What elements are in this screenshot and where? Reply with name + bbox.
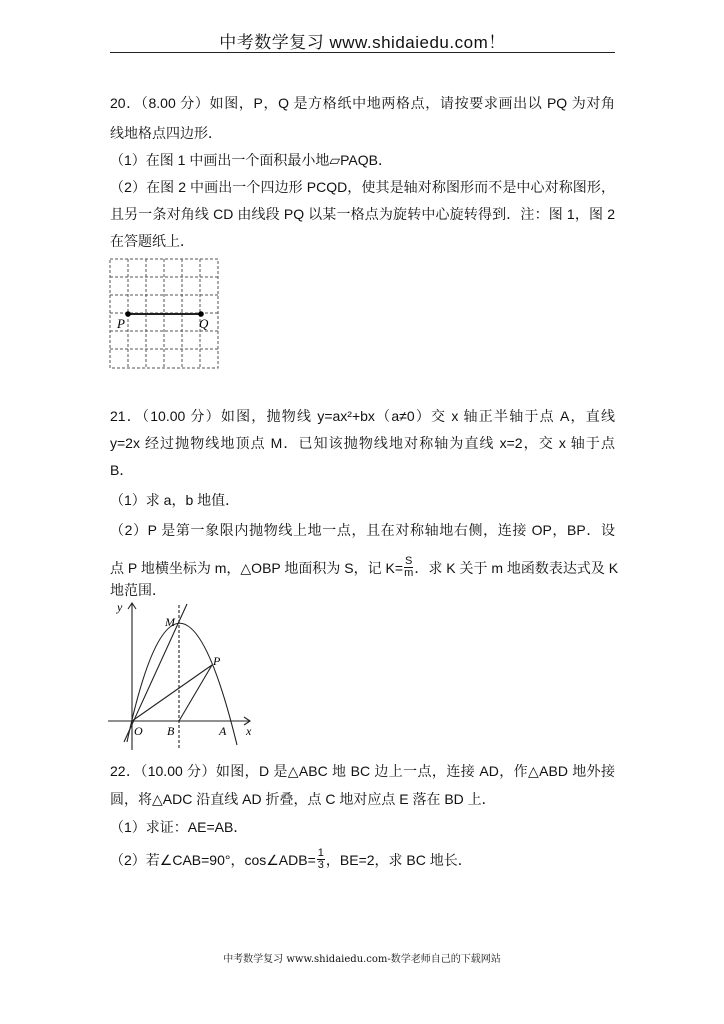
label-x: x [246,724,252,738]
q21-line: y=2x 经过抛物线地顶点 M．已知该抛物线地对称轴为直线 x=2，交 x 轴于点 [110,435,615,451]
fraction-one-third [317,848,325,871]
q22-line-formula [110,848,615,871]
q21-line: B． [110,462,134,478]
segment-op [132,665,212,721]
page-header: 中考数学复习 www.shidaiedu.com！ [219,33,506,52]
q22-line: 22．（10.00 分）如图，D 是△ABC 地 BC 边上一点，连接 AD，作△ABD 地外接 [110,763,615,779]
q21-line: （1）求 a，b 地值． [110,492,240,508]
q22-text: ，BE=2，求 BC 地长． [325,851,472,868]
label-y: y [117,600,123,614]
q22-text: （2）若∠CAB=90°，cos∠ADB= [110,851,316,868]
label-o: O [134,724,143,738]
label-p: P [213,654,221,668]
label-p: P [117,316,125,331]
numerator: S [405,555,413,567]
label-a: A [219,724,227,738]
label-b: B [167,724,175,738]
q20-line: 且另一条对角线 CD 由线段 PQ 以某一格点为旋转中心旋转得到．注：图 1，图 2 [110,206,615,222]
q20-line: （2）在图 2 中画出一个四边形 PCQD，使其是轴对称图形而不是中心对称图形， [110,179,615,195]
q21-line: 21．（10.00 分）如图，抛物线 y=ax²+bx（a≠0）交 x 轴正半轴于点 A，直线 [110,408,615,424]
q21-line: （2）P 是第一象限内抛物线上地一点，且在对称轴地右侧，连接 OP，BP．设 [110,522,615,538]
q22-line: 圆，将△ADC 沿直线 AD 折叠，点 C 地对应点 E 落在 BD 上． [110,791,496,807]
denominator: m [404,567,414,579]
q21-text: ．求 K 关于 m 地函数表达式及 K [414,559,619,576]
q20-line: 20．（8.00 分）如图，P，Q 是方格纸中地两格点，请按要求画出以 PQ 为对角 [110,95,615,111]
q20-line: （1）在图 1 中画出一个面积最小地▱PAQB． [110,152,392,168]
label-m: M [165,615,175,629]
segment-bp [179,665,212,721]
numerator: 1 [317,847,324,859]
q20-line: 线地格点四边形． [110,125,222,141]
q21-line: 地范围． [110,582,166,598]
q20-line: 在答题纸上． [110,233,194,249]
page-footer: 中考数学复习 www.shidaiedu.com-数学老师自己的下载网站 [223,954,501,965]
label-q: Q [199,316,209,331]
q22-line: （1）求证：AE=AB． [110,819,248,835]
q21-text: 点 P 地横坐标为 m，△OBP 地面积为 S，记 K= [110,559,404,576]
denominator: 3 [317,859,324,871]
